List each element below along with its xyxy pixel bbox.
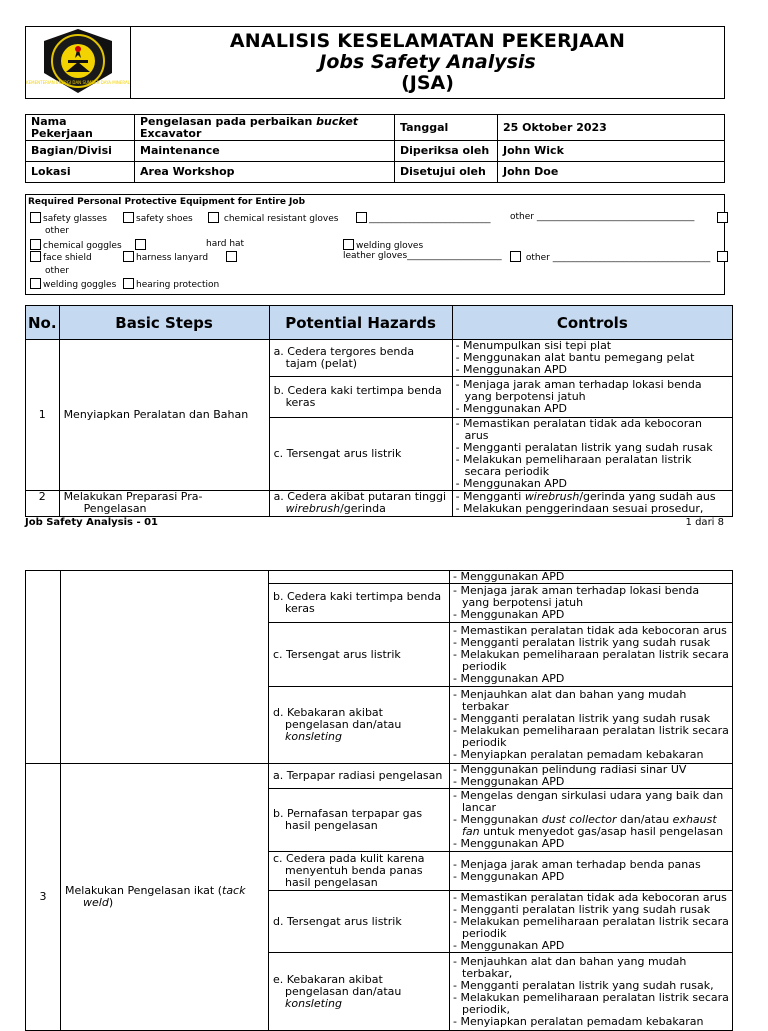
controls: - Menggunakan pelindung radiasi sinar UV - Menggunakan APD: [450, 764, 733, 789]
ppe-other-2-checkbox[interactable]: [717, 251, 730, 263]
checkbox-icon[interactable]: [510, 251, 521, 262]
hazard: b. Pernafasan terpapar gas hasil pengelasan: [269, 789, 450, 852]
ppe-other-wrap: other: [45, 226, 69, 236]
title-english: Jobs Safety Analysis: [319, 51, 536, 73]
checkbox-icon[interactable]: [123, 251, 134, 262]
basic-step: Menyiapkan Peralatan dan Bahan: [59, 340, 269, 491]
hazard: d. Tersengat arus listrik: [269, 891, 450, 953]
checkbox-icon[interactable]: [123, 278, 134, 289]
ppe-welding-goggles[interactable]: welding goggles: [30, 278, 116, 290]
title-indonesian: ANALISIS KESELAMATAN PEKERJAAN: [229, 30, 626, 52]
controls: - Menjaga jarak aman terhadap lokasi benda yang berpotensi jatuh - Menggunakan APD: [450, 584, 733, 623]
bagian-value: Maintenance: [135, 141, 395, 162]
basic-step: Melakukan Preparasi Pra-Pengelasan: [59, 491, 269, 517]
ppe-face-shield[interactable]: face shield: [30, 251, 92, 263]
footer-doc-id: Job Safety Analysis - 01: [25, 517, 159, 528]
controls: - Menumpulkan sisi tepi plat - Menggunakan alat bantu pemegang pelat - Menggunakan APD: [452, 340, 732, 377]
checkbox-icon[interactable]: [343, 239, 354, 250]
controls: - Memastikan peralatan tidak ada kebocoran arus - Mengganti peralatan listrik yang sudah rusak - Melakukan pemeliharaan peralatan listrik secara periodik - Menggunakan APD: [450, 891, 733, 953]
controls: - Memastikan peralatan tidak ada kebocoran arus - Mengganti peralatan listrik yang sudah rusak - Melakukan pemeliharaan peralatan listrik secara periodik - Menggunakan APD: [452, 418, 732, 491]
ppe-custom-1[interactable]: ___________________________: [356, 212, 491, 224]
ppe-harness-2-checkbox[interactable]: [226, 251, 239, 263]
hazard: c. Cedera pada kulit karena menyentuh benda panas hasil pengelasan: [269, 852, 450, 891]
footer-page-number: 1 dari 8: [685, 517, 724, 528]
jsa-table-page1: [25, 305, 733, 517]
ppe-safety-shoes[interactable]: safety shoes: [123, 212, 193, 224]
disetujui-label: Disetujui oleh: [395, 162, 498, 183]
tanggal-value: 25 Oktober 2023: [498, 115, 725, 141]
ppe-other-1: other ___________________________________: [510, 212, 695, 222]
ppe-safety-glasses[interactable]: safety glasses: [30, 212, 107, 224]
hazard: d. Kebakaran akibat pengelasan dan/atau konsleting: [269, 687, 450, 764]
lokasi-value: Area Workshop: [135, 162, 395, 183]
logo-cell: [26, 27, 131, 99]
ppe-other-2[interactable]: other ___________________________________: [510, 251, 710, 263]
checkbox-icon[interactable]: [30, 278, 41, 289]
ppe-leather-gloves: leather gloves_____________________: [343, 251, 502, 261]
controls: - Memastikan peralatan tidak ada kebocoran arus - Mengganti peralatan listrik yang sudah rusak - Melakukan pemeliharaan peralatan listrik secara periodik - Menggunakan APD: [450, 623, 733, 687]
hazard: c. Tersengat arus listrik: [269, 623, 450, 687]
checkbox-icon[interactable]: [356, 212, 367, 223]
checkbox-icon[interactable]: [226, 251, 237, 262]
row-no: 3: [26, 764, 61, 1031]
hazard: a. Cedera akibat putaran tinggi wirebrush/gerinda: [269, 491, 452, 517]
controls: - Menjauhkan alat dan bahan yang mudah terbakar - Mengganti peralatan listrik yang sudah rusak - Melakukan pemeliharaan peralatan listrik secara periodik - Menyiapkan peralatan pemadam kebakaran: [450, 687, 733, 764]
hazard: c. Tersengat arus listrik: [269, 418, 452, 491]
disetujui-value: John Doe: [498, 162, 725, 183]
checkbox-icon[interactable]: [123, 212, 134, 223]
hazard: b. Cedera kaki tertimpa benda keras: [269, 377, 452, 418]
controls: - Menjaga jarak aman terhadap lokasi benda yang berpotensi jatuh - Menggunakan APD: [452, 377, 732, 418]
checkbox-icon[interactable]: [135, 239, 146, 250]
ppe-hard-hat: hard hat: [206, 239, 245, 249]
logo-text: KEMENTERIAN ENERGI DAN SUMBER DAYA MINERAL: [26, 79, 130, 85]
ppe-title: Required Personal Protective Equipment for Entire Job: [28, 197, 306, 207]
hazard: e. Kebakaran akibat pengelasan dan/atau konsleting: [269, 953, 450, 1031]
ppe-hard-hat-checkbox[interactable]: [135, 239, 148, 251]
checkbox-icon[interactable]: [30, 239, 41, 250]
checkbox-icon[interactable]: [717, 251, 728, 262]
ppe-other-1-checkbox[interactable]: [717, 212, 730, 224]
title-abbrev: (JSA): [401, 72, 454, 94]
title-cell: [131, 27, 725, 99]
col-no: No.: [26, 306, 60, 340]
hazard: b. Cedera kaki tertimpa benda keras: [269, 584, 450, 623]
basic-step: Melakukan Pengelasan ikat (tack weld): [61, 764, 269, 1031]
ppe-welding-gloves[interactable]: welding gloves: [343, 239, 423, 251]
esdm-logo-icon: [26, 28, 130, 94]
ppe-other-wrap-2: other: [45, 266, 69, 276]
col-basic-steps: Basic Steps: [59, 306, 269, 340]
row-no: 2: [26, 491, 60, 517]
row-no-continued: [26, 571, 61, 764]
hazard: a. Terpapar radiasi pengelasan: [269, 764, 450, 789]
checkbox-icon[interactable]: [30, 251, 41, 262]
nama-value: Pengelasan pada perbaikan bucket Excavator: [135, 115, 395, 141]
hazard: a. Cedera tergores benda tajam (pelat): [269, 340, 452, 377]
checkbox-icon[interactable]: [208, 212, 219, 223]
document-header: [25, 26, 725, 99]
job-info-table: [25, 114, 725, 183]
controls: - Menggunakan APD: [450, 571, 733, 584]
checkbox-icon[interactable]: [30, 212, 41, 223]
col-controls: Controls: [452, 306, 732, 340]
jsa-table-page2: [25, 570, 733, 1031]
hazard-continued: [269, 571, 450, 584]
checkbox-icon[interactable]: [717, 212, 728, 223]
nama-label: Nama Pekerjaan: [26, 115, 135, 141]
tanggal-label: Tanggal: [395, 115, 498, 141]
row-no: 1: [26, 340, 60, 491]
ppe-hearing[interactable]: hearing protection: [123, 278, 219, 290]
ppe-harness[interactable]: harness lanyard: [123, 251, 208, 263]
controls: - Mengelas dengan sirkulasi udara yang baik dan lancar - Menggunakan dust collector dan/atau exhaust fan untuk menyedot gas/asap hasil pengelasan - Menggunakan APD: [450, 789, 733, 852]
ppe-chemical-gloves[interactable]: chemical resistant gloves: [208, 212, 338, 224]
diperiksa-label: Diperiksa oleh: [395, 141, 498, 162]
controls: - Mengganti wirebrush/gerinda yang sudah aus - Melakukan penggerindaan sesuai prosedur,: [452, 491, 732, 517]
ppe-chemical-goggles[interactable]: chemical goggles: [30, 239, 122, 251]
col-potential-hazards: Potential Hazards: [269, 306, 452, 340]
controls: - Menjaga jarak aman terhadap benda panas - Menggunakan APD: [450, 852, 733, 891]
basic-step-continued: [61, 571, 269, 764]
ppe-box: [25, 194, 725, 295]
lokasi-label: Lokasi: [26, 162, 135, 183]
diperiksa-value: John Wick: [498, 141, 725, 162]
controls: - Menjauhkan alat dan bahan yang mudah terbakar, - Mengganti peralatan listrik yang sudah rusak, - Melakukan pemeliharaan peralatan listrik secara periodik, - Menyiapkan peralatan pemadam kebakaran: [450, 953, 733, 1031]
bagian-label: Bagian/Divisi: [26, 141, 135, 162]
